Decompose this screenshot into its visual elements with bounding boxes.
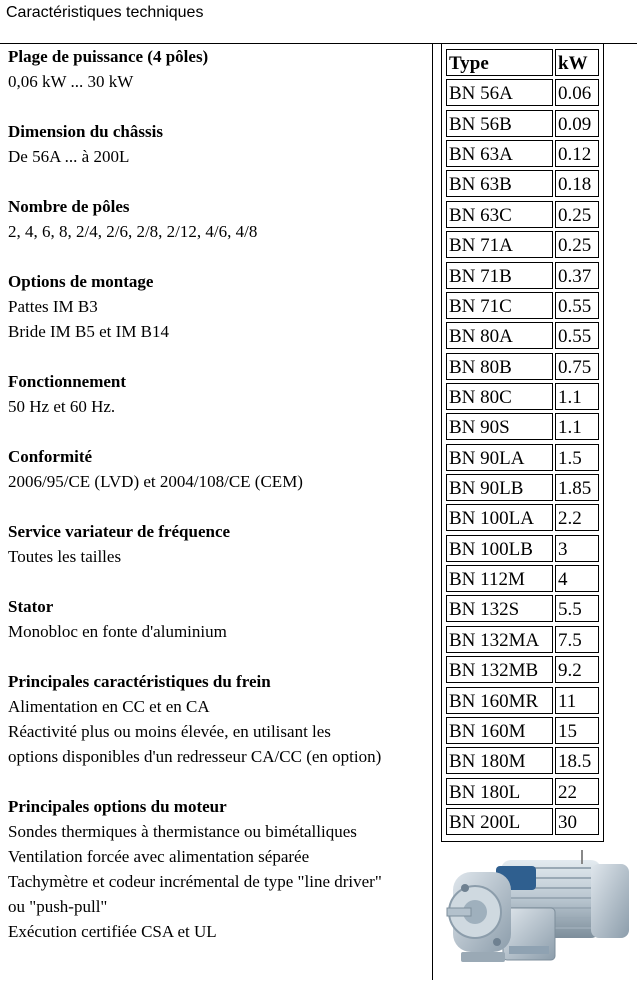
table-cell-type: BN 80A — [446, 322, 553, 349]
header-bar — [0, 0, 637, 44]
spec-section-line: Toutes les tailles — [8, 547, 122, 566]
spec-section-title: Plage de puissance (4 pôles) — [8, 47, 209, 66]
table-cell-type: BN 90LA — [446, 444, 553, 471]
spec-section-title: Dimension du châssis — [8, 122, 163, 141]
spec-section-line: De 56A ... à 200L — [8, 147, 130, 166]
table-cell-kw: 0.75 — [555, 353, 599, 380]
spec-section — [8, 444, 432, 519]
spec-section-title: Conformité — [8, 447, 93, 466]
table-cell-kw: 0.25 — [555, 231, 599, 258]
table-cell-type: BN 160M — [446, 717, 553, 744]
spec-section — [8, 44, 432, 119]
spec-section — [8, 794, 432, 944]
spec-section-title: Fonctionnement — [8, 372, 127, 391]
spec-section — [8, 669, 432, 794]
spec-section-line: Bride IM B5 et IM B14 — [8, 322, 170, 341]
spec-section — [8, 269, 432, 369]
table-cell-type: BN 56B — [446, 110, 553, 137]
spec-section-line: ou "push-pull" — [8, 897, 108, 916]
spec-section-line: Exécution certifiée CSA et UL — [8, 922, 217, 941]
table-cell-type: BN 160MR — [446, 687, 553, 714]
spec-section — [8, 594, 432, 669]
spec-section-title: Nombre de pôles — [8, 197, 130, 216]
spec-section-title: Service variateur de fréquence — [8, 522, 231, 541]
spec-section — [8, 194, 432, 269]
table-cell-kw: 2.2 — [555, 504, 599, 531]
table-cell-kw: 15 — [555, 717, 599, 744]
table-cell-type: BN 71C — [446, 292, 553, 319]
table-cell-kw: 1.1 — [555, 413, 599, 440]
table-cell-kw: 1.1 — [555, 383, 599, 410]
table-cell-type: BN 132MB — [446, 656, 553, 683]
spec-section — [8, 369, 432, 444]
table-cell-type: BN 80B — [446, 353, 553, 380]
spec-section — [8, 519, 432, 594]
table-cell-kw: 9.2 — [555, 656, 599, 683]
spec-section-title: Principales options du moteur — [8, 797, 227, 816]
motor-image — [441, 846, 637, 980]
specs-column — [8, 44, 432, 944]
power-table — [441, 44, 604, 842]
spec-section-line: Alimentation en CC et en CA — [8, 697, 210, 716]
spec-section-line: 2006/95/CE (LVD) et 2004/108/CE (CEM) — [8, 472, 303, 491]
spec-section-line: Réactivité plus ou moins élevée, en utilisant les — [8, 722, 331, 741]
table-cell-kw: 30 — [555, 808, 599, 835]
spec-section-title: Principales caractéristiques du frein — [8, 672, 271, 691]
table-cell-type: BN 132S — [446, 595, 553, 622]
spec-section-line: 50 Hz et 60 Hz. — [8, 397, 116, 416]
spec-section-title: Options de montage — [8, 272, 154, 291]
table-cell-type: BN 132MA — [446, 626, 553, 653]
table-cell-kw: 0.18 — [555, 170, 599, 197]
table-header-kw: kW — [555, 49, 599, 76]
table-cell-kw: 0.09 — [555, 110, 599, 137]
table-cell-type: BN 180M — [446, 747, 553, 774]
spec-section-line: Sondes thermiques à thermistance ou bimétalliques — [8, 822, 357, 841]
table-cell-type: BN 200L — [446, 808, 553, 835]
spec-section-title: Stator — [8, 597, 54, 616]
table-cell-kw: 0.12 — [555, 140, 599, 167]
table-cell-type: BN 100LB — [446, 535, 553, 562]
column-divider — [432, 44, 433, 980]
table-cell-kw: 0.37 — [555, 262, 599, 289]
spec-section — [8, 119, 432, 194]
table-cell-type: BN 90S — [446, 413, 553, 440]
spec-section-line: Pattes IM B3 — [8, 297, 98, 316]
table-cell-kw: 11 — [555, 687, 599, 714]
table-cell-kw: 0.55 — [555, 292, 599, 319]
spec-section-line: Monobloc en fonte d'aluminium — [8, 622, 227, 641]
table-cell-kw: 0.55 — [555, 322, 599, 349]
table-cell-type: BN 180L — [446, 778, 553, 805]
table-cell-type: BN 71B — [446, 262, 553, 289]
table-cell-type: BN 56A — [446, 79, 553, 106]
table-cell-type: BN 71A — [446, 231, 553, 258]
table-cell-kw: 0.25 — [555, 201, 599, 228]
table-cell-kw: 22 — [555, 778, 599, 805]
table-cell-type: BN 100LA — [446, 504, 553, 531]
spec-section-line: 2, 4, 6, 8, 2/4, 2/6, 2/8, 2/12, 4/6, 4/8 — [8, 222, 258, 241]
spec-section-line: Ventilation forcée avec alimentation séparée — [8, 847, 310, 866]
table-cell-type: BN 90LB — [446, 474, 553, 501]
table-cell-kw: 5.5 — [555, 595, 599, 622]
table-cell-type: BN 63A — [446, 140, 553, 167]
table-cell-kw: 3 — [555, 535, 599, 562]
table-cell-kw: 4 — [555, 565, 599, 592]
table-cell-kw: 1.5 — [555, 444, 599, 471]
table-cell-kw: 18.5 — [555, 747, 599, 774]
table-cell-kw: 0.06 — [555, 79, 599, 106]
page-title: Caractéristiques techniques — [6, 4, 204, 21]
table-cell-type: BN 63B — [446, 170, 553, 197]
table-cell-type: BN 63C — [446, 201, 553, 228]
table-cell-kw: 7.5 — [555, 626, 599, 653]
spec-section-line: 0,06 kW ... 30 kW — [8, 72, 134, 91]
table-cell-kw: 1.85 — [555, 474, 599, 501]
table-header-type: Type — [446, 49, 553, 76]
table-cell-type: BN 112M — [446, 565, 553, 592]
table-cell-type: BN 80C — [446, 383, 553, 410]
spec-section-line: options disponibles d'un redresseur CA/CC (en option) — [8, 747, 382, 766]
spec-section-line: Tachymètre et codeur incrémental de type "line driver" — [8, 872, 382, 891]
